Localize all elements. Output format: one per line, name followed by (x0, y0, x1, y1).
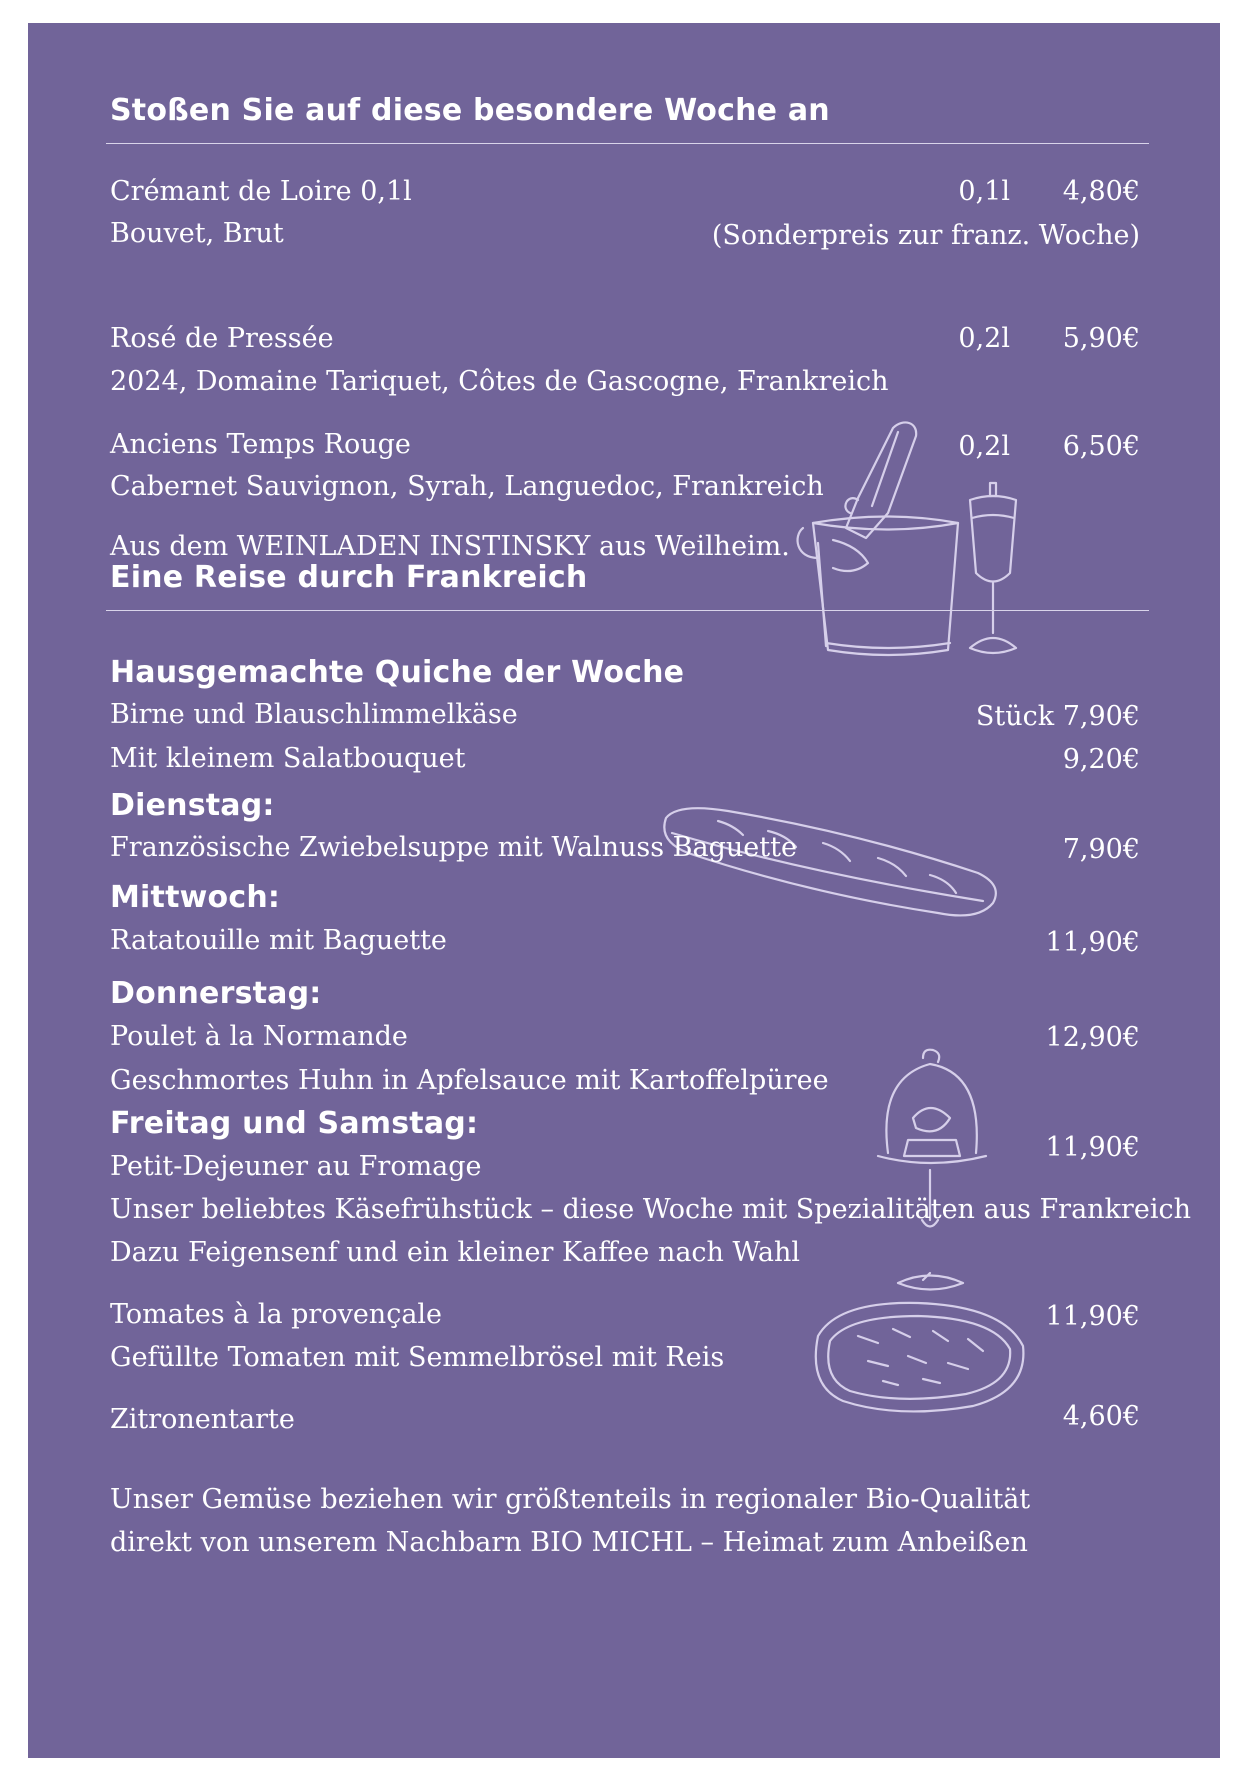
item-desc: 2024, Domaine Tariquet, Côtes de Gascogne, Frankreich (110, 366, 889, 397)
friday-desc2: Dazu Feigensenf und ein kleiner Kaffee nach Wahl (110, 1237, 801, 1268)
champagne-glass-icon (958, 478, 1028, 668)
tarte-price: 4,60€ (1062, 1401, 1140, 1432)
divider (106, 610, 1149, 611)
tuesday-price: 7,90€ (1062, 834, 1140, 865)
item-price: 6,50€ (1062, 431, 1140, 462)
menu-panel (28, 23, 1220, 1758)
tomatoes-desc: Gefüllte Tomaten mit Semmelbrösel mit Reis (110, 1342, 725, 1373)
item-desc: Cabernet Sauvignon, Syrah, Languedoc, Frankreich (110, 471, 824, 502)
tarte-icon (798, 1291, 1038, 1421)
section-title-journey: Eine Reise durch Frankreich (110, 560, 588, 595)
tuesday-dish: Französische Zwiebelsuppe mit Walnuss Baguette (110, 832, 797, 863)
thursday-desc: Geschmortes Huhn in Apfelsauce mit Kartoffelpüree (110, 1065, 829, 1096)
item-note: (Sonderpreis zur franz. Woche) (711, 220, 1140, 251)
item-name: Crémant de Loire 0,1l (110, 176, 412, 207)
quiche-price-salad: 9,20€ (1062, 744, 1140, 775)
quiche-line1: Birne und Blauschlimmelkäse (110, 699, 518, 730)
tuesday-heading: Dienstag: (110, 788, 275, 823)
item-desc: Bouvet, Brut (110, 218, 284, 249)
friday-dish: Petit-Dejeuner au Fromage (110, 1151, 482, 1182)
divider (106, 143, 1149, 144)
wednesday-dish: Ratatouille mit Baguette (110, 925, 447, 956)
item-size: 0,2l (958, 323, 1010, 354)
item-size: 0,2l (958, 431, 1010, 462)
friday-heading: Freitag und Samstag: (110, 1106, 479, 1141)
baguette-icon (658, 803, 1003, 928)
thursday-heading: Donnerstag: (110, 976, 322, 1011)
quiche-line2: Mit kleinem Salatbouquet (110, 743, 466, 774)
footer-line1: Unser Gemüse beziehen wir größtenteils in regionaler Bio-Qualität (110, 1484, 1031, 1515)
tomatoes-dish: Tomates à la provençale (110, 1299, 443, 1330)
cake-dome-icon (868, 1048, 998, 1298)
item-name: Rosé de Pressée (110, 323, 334, 354)
item-price: 4,80€ (1062, 176, 1140, 207)
quiche-heading: Hausgemachte Quiche der Woche (110, 655, 685, 690)
item-name: Anciens Temps Rouge (110, 429, 411, 460)
thursday-dish: Poulet à la Normande (110, 1021, 408, 1052)
wednesday-price: 11,90€ (1045, 927, 1140, 958)
thursday-price: 12,90€ (1045, 1022, 1140, 1053)
friday-price: 11,90€ (1045, 1132, 1140, 1163)
item-size: 0,1l (958, 176, 1010, 207)
friday-desc1: Unser beliebtes Käsefrühstück – diese Woche mit Spezialitäten aus Frankreich (110, 1194, 1191, 1225)
item-price: 5,90€ (1062, 323, 1140, 354)
quiche-price-piece: Stück 7,90€ (975, 701, 1140, 732)
tarte-dish: Zitronentarte (110, 1404, 295, 1435)
tomatoes-price: 11,90€ (1045, 1301, 1140, 1332)
section-title-toast: Stoßen Sie auf diese besondere Woche an (110, 93, 830, 128)
footer-line2: direkt von unserem Nachbarn BIO MICHL – Heimat zum Anbeißen (110, 1527, 1028, 1558)
footnote: Aus dem WEINLADEN INSTINSKY aus Weilheim. (110, 531, 790, 562)
wednesday-heading: Mittwoch: (110, 880, 281, 915)
